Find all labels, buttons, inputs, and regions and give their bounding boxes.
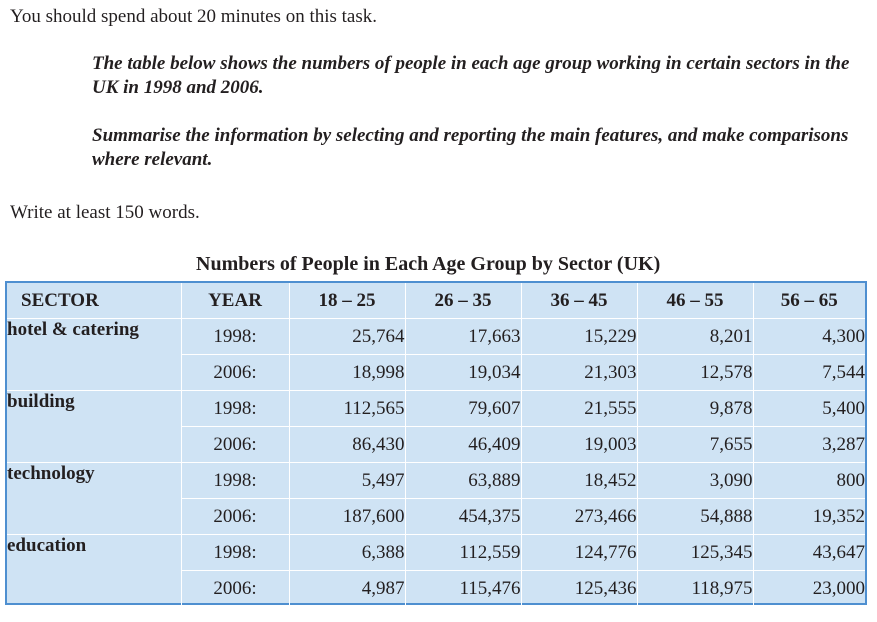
value-cell: 4,300 [753,319,865,355]
value-cell: 79,607 [405,391,521,427]
value-cell: 54,888 [637,499,753,535]
column-header: 56 – 65 [753,283,865,319]
value-cell: 7,544 [753,355,865,391]
value-cell: 273,466 [521,499,637,535]
task-paragraph-1: The table below shows the numbers of people in each age group working in certain sectors in the UK in 1998 and 2006. [92,53,850,98]
table-row [7,319,865,355]
value-cell: 187,600 [289,499,405,535]
column-header: 46 – 55 [637,283,753,319]
column-header: 18 – 25 [289,283,405,319]
year-cell: 1998: [181,391,289,427]
value-cell: 112,565 [289,391,405,427]
value-cell: 125,436 [521,571,637,607]
task-description [92,52,852,172]
year-cell: 1998: [181,463,289,499]
value-cell: 17,663 [405,319,521,355]
year-cell: 2006: [181,571,289,607]
value-cell: 5,497 [289,463,405,499]
value-cell: 4,987 [289,571,405,607]
sector-name: education [7,535,181,607]
sector-name: technology [7,463,181,535]
value-cell: 25,764 [289,319,405,355]
sector-name: hotel & catering [7,319,181,391]
value-cell: 112,559 [405,535,521,571]
value-cell: 43,647 [753,535,865,571]
time-note: You should spend about 20 minutes on this task. [10,6,378,27]
task-paragraph-2: Summarise the information by selecting and reporting the main features, and make comparisons where relevant. [92,125,849,170]
value-cell: 6,388 [289,535,405,571]
value-cell: 19,352 [753,499,865,535]
value-cell: 3,090 [637,463,753,499]
value-cell: 454,375 [405,499,521,535]
year-cell: 2006: [181,427,289,463]
year-cell: 1998: [181,319,289,355]
value-cell: 21,555 [521,391,637,427]
data-table-container [5,281,867,605]
value-cell: 8,201 [637,319,753,355]
value-cell: 19,003 [521,427,637,463]
table-row [7,535,865,571]
value-cell: 5,400 [753,391,865,427]
value-cell: 800 [753,463,865,499]
value-cell: 3,287 [753,427,865,463]
year-cell: 1998: [181,535,289,571]
table-body [7,319,865,607]
table-title: Numbers of People in Each Age Group by Sector (UK) [196,253,661,275]
value-cell: 18,452 [521,463,637,499]
value-cell: 124,776 [521,535,637,571]
header-row [7,283,865,319]
column-header: 36 – 45 [521,283,637,319]
column-header: 26 – 35 [405,283,521,319]
value-cell: 15,229 [521,319,637,355]
value-cell: 19,034 [405,355,521,391]
value-cell: 46,409 [405,427,521,463]
column-header: YEAR [181,283,289,319]
data-table [7,283,865,607]
value-cell: 115,476 [405,571,521,607]
value-cell: 63,889 [405,463,521,499]
table-row [7,391,865,427]
value-cell: 86,430 [289,427,405,463]
value-cell: 118,975 [637,571,753,607]
sector-name: building [7,391,181,463]
value-cell: 23,000 [753,571,865,607]
year-cell: 2006: [181,499,289,535]
value-cell: 7,655 [637,427,753,463]
value-cell: 18,998 [289,355,405,391]
table-row [7,463,865,499]
word-count-instruction: Write at least 150 words. [10,202,200,223]
year-cell: 2006: [181,355,289,391]
value-cell: 21,303 [521,355,637,391]
column-header: SECTOR [7,283,181,319]
value-cell: 125,345 [637,535,753,571]
value-cell: 9,878 [637,391,753,427]
value-cell: 12,578 [637,355,753,391]
